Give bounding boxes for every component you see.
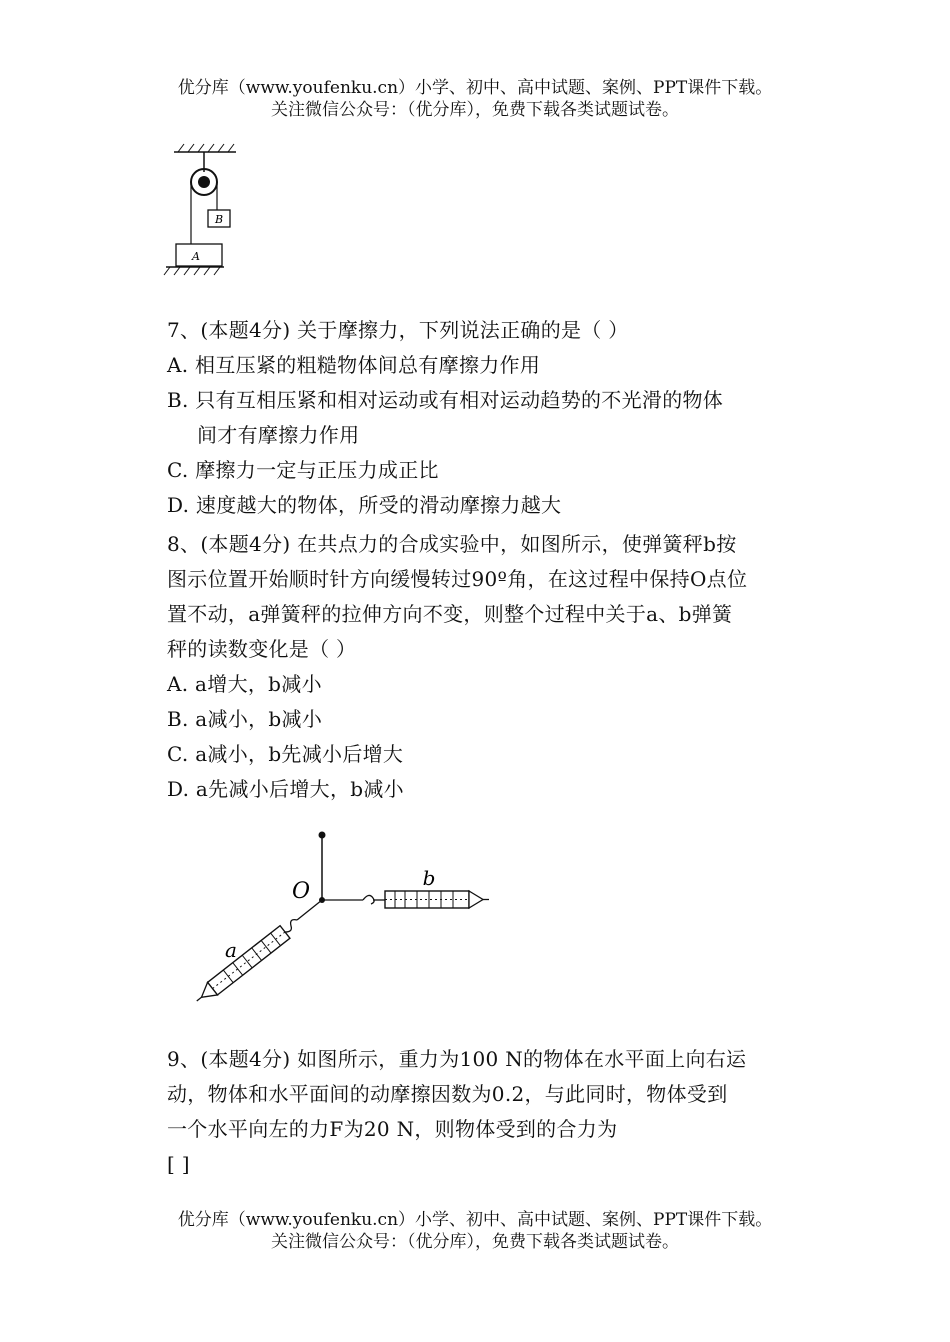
block-a-label: A xyxy=(192,250,200,263)
header-line-1: 优分库（www.youfenku.cn）小学、初中、高中试题、案例、PPT课件下载。 xyxy=(177,78,773,98)
q8-option-c: C. a减小，b先减小后增大 xyxy=(167,742,404,766)
page-header xyxy=(0,77,950,121)
question-9 xyxy=(167,1042,797,1182)
spring-scale-b xyxy=(385,891,489,908)
q8-stem-line-1: 8、(本题4分) 在共点力的合成实验中，如图所示，使弹簧秤b按 xyxy=(167,532,737,556)
pulley-figure xyxy=(160,140,250,280)
pulley-axle-icon xyxy=(198,176,210,188)
footer-line-1: 优分库（www.youfenku.cn）小学、初中、高中试题、案例、PPT课件下载。 xyxy=(177,1210,773,1230)
spring-scale-a xyxy=(192,926,290,1008)
spring-a-label: a xyxy=(225,938,237,962)
q7-option-b-cont: 间才有摩擦力作用 xyxy=(197,423,360,447)
q8-option-d: D. a先减小后增大，b减小 xyxy=(167,777,404,801)
q8-stem-line-3: 置不动，a弹簧秤的拉伸方向不变，则整个过程中关于a、b弹簧 xyxy=(167,602,733,626)
question-8 xyxy=(167,527,797,807)
block-b-label: B xyxy=(214,213,224,226)
q9-stem-line-3: 一个水平向左的力F为20 N，则物体受到的合力为 xyxy=(167,1117,618,1141)
q8-option-b: B. a减小，b减小 xyxy=(167,707,323,731)
q7-option-d: D. 速度越大的物体，所受的滑动摩擦力越大 xyxy=(167,493,562,517)
q8-stem-line-4: 秤的读数变化是（ ） xyxy=(167,637,357,661)
q7-option-a: A. 相互压紧的粗糙物体间总有摩擦力作用 xyxy=(167,353,541,377)
page-footer xyxy=(0,1209,950,1253)
q8-stem-line-2: 图示位置开始顺时针方向缓慢转过90º角，在这过程中保持O点位 xyxy=(167,567,748,591)
q7-stem: 7、(本题4分) 关于摩擦力，下列说法正确的是（ ） xyxy=(167,318,629,342)
point-o-label: O xyxy=(292,879,311,904)
spring-scale-figure xyxy=(185,825,505,1015)
q9-answer-bracket: [ ] xyxy=(167,1152,190,1176)
q8-option-a: A. a增大，b减小 xyxy=(167,672,322,696)
q9-stem-line-2: 动，物体和水平面间的动摩擦因数为0.2，与此同时，物体受到 xyxy=(167,1082,728,1106)
q7-option-b: B. 只有互相压紧和相对运动或有相对运动趋势的不光滑的物体 xyxy=(167,388,724,412)
q9-stem-line-1: 9、(本题4分) 如图所示，重力为100 N的物体在水平面上向右运 xyxy=(167,1047,747,1071)
header-line-2: 关注微信公众号：（优分库），免费下载各类试题试卷。 xyxy=(271,100,679,120)
footer-line-2: 关注微信公众号：（优分库），免费下载各类试题试卷。 xyxy=(271,1232,679,1252)
q7-option-c: C. 摩擦力一定与正压力成正比 xyxy=(167,458,439,482)
spring-b-label: b xyxy=(422,866,436,890)
question-7 xyxy=(167,313,797,523)
